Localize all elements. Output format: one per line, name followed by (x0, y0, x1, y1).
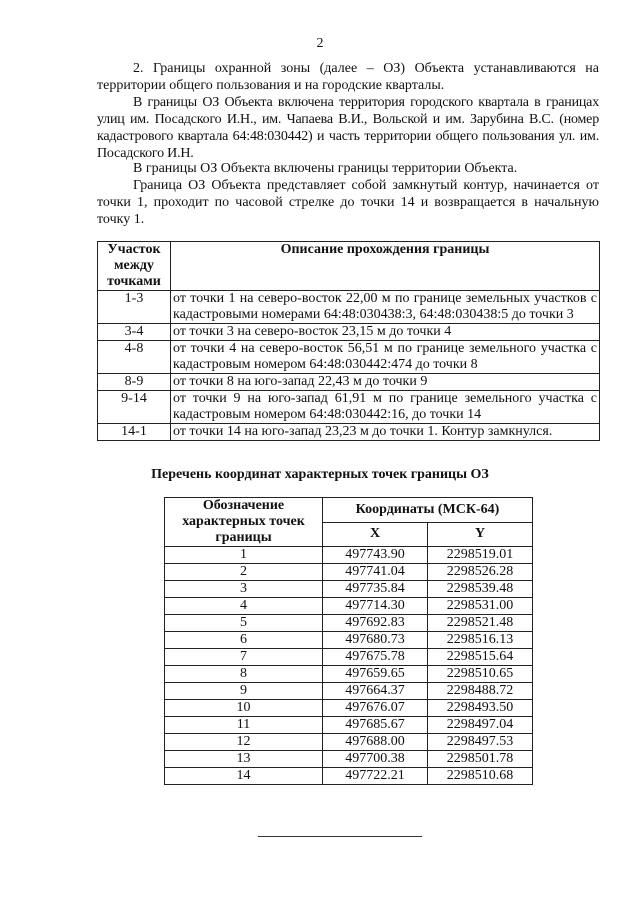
x-value: 497675.78 (323, 649, 428, 666)
segment-cell: 9-14 (98, 391, 171, 424)
x-value: 497722.21 (323, 768, 428, 785)
point-number: 9 (165, 683, 323, 700)
footer-divider (258, 836, 422, 837)
x-value: 497714.30 (323, 598, 428, 615)
point-number: 14 (165, 768, 323, 785)
segment-cell: 4-8 (98, 341, 171, 374)
table-row (165, 734, 533, 751)
table-row (165, 700, 533, 717)
x-value: 497676.07 (323, 700, 428, 717)
x-column-header: X (323, 522, 428, 547)
coordinates-system-header: Координаты (МСК-64) (323, 498, 533, 523)
segment-cell: 8-9 (98, 374, 171, 391)
x-value: 497741.04 (323, 564, 428, 581)
x-value: 497685.67 (323, 717, 428, 734)
y-value: 2298510.68 (428, 768, 533, 785)
description-cell: от точки 4 на северо-восток 56,51 м по границе земельного участка с кадастровым номером 64:48:030442:474 до точки 8 (171, 341, 600, 374)
point-number: 10 (165, 700, 323, 717)
table-row (98, 374, 600, 391)
table-row (165, 717, 533, 734)
paragraph-contour: Граница ОЗ Объекта представляет собой замкнутый контур, начинается от точки 1, проходит по часовой стрелке до точки 14 и возвращается в начальную точку 1. (97, 178, 599, 227)
table-row (165, 581, 533, 598)
x-value: 497700.38 (323, 751, 428, 768)
y-value: 2298501.78 (428, 751, 533, 768)
table-row (98, 324, 600, 341)
point-number: 7 (165, 649, 323, 666)
point-number: 5 (165, 615, 323, 632)
description-cell: от точки 1 на северо-восток 22,00 м по границе земельных участков с кадастровыми номерами 64:48:030438:3, 64:48:030438:5 до точки 3 (171, 291, 600, 324)
segments-table (97, 241, 600, 441)
table-row (98, 291, 600, 324)
description-cell: от точки 14 на юго-запад 23,23 м до точки 1. Контур замкнулся. (171, 424, 600, 441)
table-row (165, 598, 533, 615)
x-value: 497735.84 (323, 581, 428, 598)
y-value: 2298539.48 (428, 581, 533, 598)
description-cell: от точки 8 на юго-запад 22,43 м до точки 9 (171, 374, 600, 391)
segment-cell: 3-4 (98, 324, 171, 341)
point-number: 2 (165, 564, 323, 581)
table-row (165, 768, 533, 785)
table-row (98, 424, 600, 441)
y-value: 2298510.65 (428, 666, 533, 683)
y-value: 2298526.28 (428, 564, 533, 581)
table-row (165, 547, 533, 564)
point-number: 8 (165, 666, 323, 683)
y-value: 2298493.50 (428, 700, 533, 717)
table-row (98, 391, 600, 424)
point-column-header: Обозначение характерных точек границы (165, 498, 323, 547)
point-number: 1 (165, 547, 323, 564)
point-number: 3 (165, 581, 323, 598)
x-value: 497692.83 (323, 615, 428, 632)
page-number: 2 (316, 36, 324, 51)
y-value: 2298515.64 (428, 649, 533, 666)
point-number: 11 (165, 717, 323, 734)
description-column-header: Описание прохождения границы (171, 242, 600, 291)
x-value: 497743.90 (323, 547, 428, 564)
point-number: 13 (165, 751, 323, 768)
coordinates-table (164, 497, 533, 785)
y-value: 2298497.53 (428, 734, 533, 751)
y-value: 2298497.04 (428, 717, 533, 734)
table-row (165, 649, 533, 666)
table-row (165, 683, 533, 700)
x-value: 497659.65 (323, 666, 428, 683)
table-row (165, 751, 533, 768)
table-row (165, 564, 533, 581)
x-value: 497688.00 (323, 734, 428, 751)
paragraph-territory: В границы ОЗ Объекта включена территория городского квартала в границах улиц им. Посадского И.Н., им. Чапаева В.И., Вольской и им. Зарубина В.С. (номер кадастрового квартала 64:48:030442) и часть территории общего пользования ул. им. Посадского И.Н. (97, 95, 599, 161)
segment-column-header: Участок между точками (98, 242, 171, 291)
table-row (98, 341, 600, 374)
x-value: 497680.73 (323, 632, 428, 649)
segment-cell: 1-3 (98, 291, 171, 324)
coordinates-title: Перечень координат характерных точек границы ОЗ (151, 467, 489, 482)
y-value: 2298488.72 (428, 683, 533, 700)
table-row (165, 666, 533, 683)
y-column-header: Y (428, 522, 533, 547)
point-number: 6 (165, 632, 323, 649)
segment-cell: 14-1 (98, 424, 171, 441)
y-value: 2298516.13 (428, 632, 533, 649)
paragraph-object-included: В границы ОЗ Объекта включены границы территории Объекта. (133, 161, 518, 176)
y-value: 2298519.01 (428, 547, 533, 564)
x-value: 497664.37 (323, 683, 428, 700)
description-cell: от точки 9 на юго-запад 61,91 м по границе земельного участка с кадастровым номером 64:48:030442:16, до точки 14 (171, 391, 600, 424)
description-cell: от точки 3 на северо-восток 23,15 м до точки 4 (171, 324, 600, 341)
point-number: 12 (165, 734, 323, 751)
point-number: 4 (165, 598, 323, 615)
paragraph-boundaries: 2. Границы охранной зоны (далее – ОЗ) Объекта устанавливаются на территории общего пользования и на городские кварталы. (97, 61, 599, 93)
table-row (165, 632, 533, 649)
table-row (165, 615, 533, 632)
y-value: 2298521.48 (428, 615, 533, 632)
y-value: 2298531.00 (428, 598, 533, 615)
